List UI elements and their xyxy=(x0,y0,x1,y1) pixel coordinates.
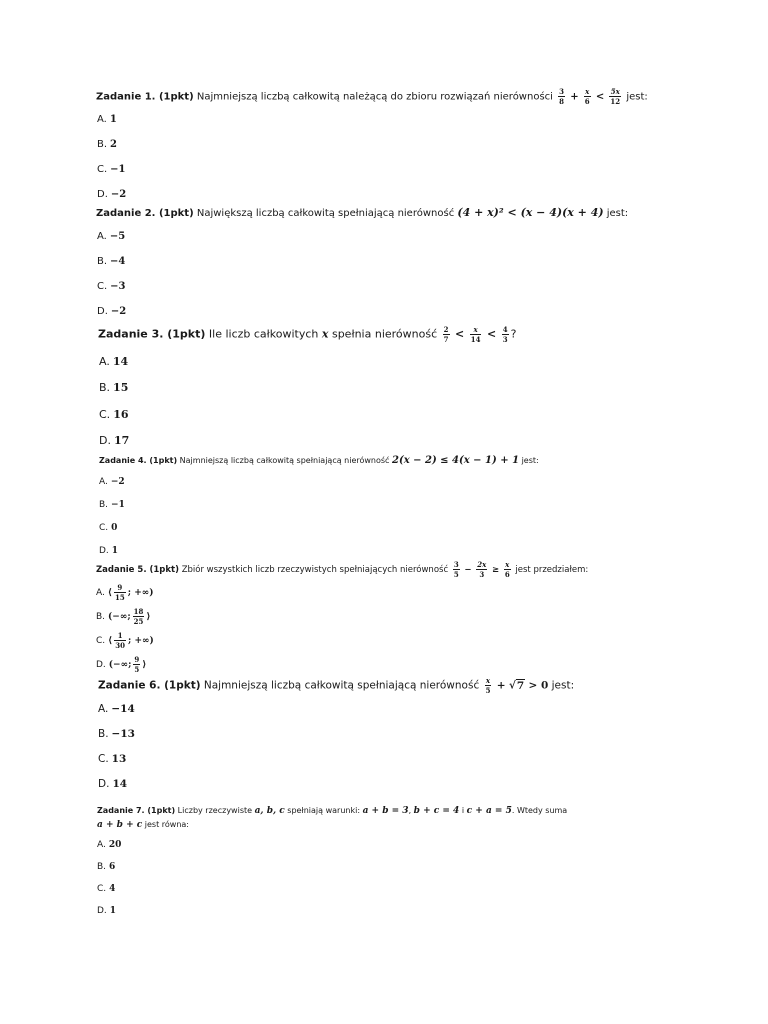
math-expression: a + b = 3 xyxy=(362,806,409,816)
task-heading: Zadanie 4. (1pkt) xyxy=(99,456,178,465)
math-operator: + xyxy=(496,679,506,692)
answer-option-a[interactable]: A. ⟨ $\frac{9}{15}$ ; +∞) xyxy=(96,583,154,602)
task-text: Najmniejszą liczbą całkowitą należącą do zbioru rozwiązań nierówności xyxy=(196,91,553,103)
answer-option-c[interactable]: C. 0 xyxy=(99,523,118,533)
task-heading: Zadanie 7. (1pkt) xyxy=(97,806,176,815)
task-tail: jest: xyxy=(521,456,539,465)
task-tail: jest równa: xyxy=(144,820,189,829)
task-tail: jest: xyxy=(626,91,648,103)
answer-option-a[interactable]: A. −2 xyxy=(99,477,125,487)
task-1-question xyxy=(96,88,648,105)
math-operator: ≥ xyxy=(491,565,500,575)
math-expression: a + b + c xyxy=(97,820,143,830)
task-4-question xyxy=(99,455,539,466)
answer-option-b[interactable]: B. −1 xyxy=(99,500,125,510)
answer-option-c[interactable]: C. −3 xyxy=(97,281,126,292)
fraction: $\frac{2}{7}$ xyxy=(443,325,449,344)
answer-option-a[interactable]: A. −14 xyxy=(98,703,135,715)
fraction: $\frac{x}{14}$ xyxy=(470,325,481,344)
answer-option-b[interactable]: B. 2 xyxy=(97,139,118,150)
math-operator: < xyxy=(486,327,497,341)
task-tail: ? xyxy=(510,327,517,341)
answer-option-d[interactable]: D. 14 xyxy=(98,778,128,790)
math-expression: b + c = 4 xyxy=(413,806,460,816)
task-text: spełnia nierówność xyxy=(331,327,438,341)
answer-option-d[interactable]: D. −2 xyxy=(97,189,127,200)
answer-option-d[interactable]: D. −2 xyxy=(97,306,127,317)
answer-option-a[interactable]: A. 1 xyxy=(97,114,117,125)
task-text: Najmniejszą liczbą całkowitą spełniającą nierówność xyxy=(203,679,480,692)
math-operator: < xyxy=(455,327,465,341)
answer-option-c[interactable]: C. 13 xyxy=(98,753,127,765)
task-text: spełniają warunki: xyxy=(287,806,361,815)
answer-option-a[interactable]: A. −5 xyxy=(97,231,126,242)
task-text: Zbiór wszystkich liczb rzeczywistych spełniających nierówność xyxy=(181,565,449,575)
task-3-question xyxy=(98,326,516,343)
fraction: $\frac{5x}{12}$ xyxy=(610,87,621,106)
task-tail: jest przedziałem: xyxy=(515,565,589,575)
answer-option-a[interactable]: A. 14 xyxy=(99,355,129,368)
math-expression: 2(x − 2) ≤ 4(x − 1) + 1 xyxy=(392,455,520,466)
fraction: $\frac{x}{6}$ xyxy=(584,87,590,106)
fraction: $\frac{3}{8}$ xyxy=(559,87,564,106)
task-heading: Zadanie 1. (1pkt) xyxy=(96,91,194,103)
answer-option-c[interactable]: C. ⟨ $\frac{1}{30}$ ; +∞) xyxy=(96,631,154,650)
answer-option-c[interactable]: C. 16 xyxy=(99,408,129,421)
task-6-question xyxy=(98,677,574,694)
task-2-question xyxy=(96,206,628,219)
task-text: Największą liczbą całkowitą spełniającą nierówność xyxy=(196,208,455,219)
fraction: $\frac{3}{5}$ xyxy=(453,560,459,579)
answer-option-b[interactable]: B. (−∞; $\frac{18}{25}$ ⟩ xyxy=(96,607,151,626)
task-text: Ile liczb całkowitych xyxy=(208,327,319,341)
answer-option-d[interactable]: D. 1 xyxy=(97,906,117,916)
answer-option-c[interactable]: C. −1 xyxy=(97,164,126,175)
math-variable: a, b, c xyxy=(254,806,285,816)
answer-option-a[interactable]: A. 20 xyxy=(97,840,122,850)
answer-option-b[interactable]: B. −13 xyxy=(98,728,135,740)
answer-option-d[interactable]: D. (−∞; $\frac{9}{5}$ ⟩ xyxy=(96,655,147,674)
fraction: $\frac{4}{3}$ xyxy=(502,325,508,344)
task-tail: jest: xyxy=(606,208,629,219)
math-operator: + xyxy=(570,91,579,103)
math-expression: c + a = 5 xyxy=(466,806,512,816)
answer-option-d[interactable]: D. 1 xyxy=(99,546,119,556)
math-expression: > 0 xyxy=(528,679,549,692)
task-text: Najmniejszą liczbą całkowitą spełniającą nierówność xyxy=(179,456,390,465)
answer-option-c[interactable]: C. 4 xyxy=(97,884,116,894)
task-tail: jest: xyxy=(551,679,575,692)
fraction: $\frac{2x}{3}$ xyxy=(477,560,487,579)
answer-option-d[interactable]: D. 17 xyxy=(99,434,130,447)
square-root: √7 xyxy=(508,679,525,692)
fraction: $\frac{x}{5}$ xyxy=(485,676,491,695)
task-text: . Wtedy suma xyxy=(511,806,568,815)
task-heading: Zadanie 5. (1pkt) xyxy=(96,565,179,575)
task-text: Liczby rzeczywiste xyxy=(177,806,253,815)
answer-option-b[interactable]: B. 15 xyxy=(99,381,129,394)
math-expression: (4 + x)² < (x − 4)(x + 4) xyxy=(457,206,604,219)
task-heading: Zadanie 2. (1pkt) xyxy=(96,208,194,219)
answer-option-b[interactable]: B. −4 xyxy=(97,256,126,267)
math-operator: − xyxy=(464,565,472,575)
math-variable: x xyxy=(321,327,329,341)
task-7-question: Zadanie 7. (1pkt) Liczby rzeczywiste a, b, c spełniają warunki: a + b = 3, b + c = 4 i c + a = 5. Wtedy suma a + b + c jest równa: xyxy=(97,806,568,830)
task-5-question xyxy=(96,561,588,578)
answer-option-b[interactable]: B. 6 xyxy=(97,862,116,872)
task-heading: Zadanie 6. (1pkt) xyxy=(98,679,201,692)
math-operator: < xyxy=(595,91,605,103)
fraction: $\frac{x}{6}$ xyxy=(504,560,510,579)
task-heading: Zadanie 3. (1pkt) xyxy=(98,327,206,341)
